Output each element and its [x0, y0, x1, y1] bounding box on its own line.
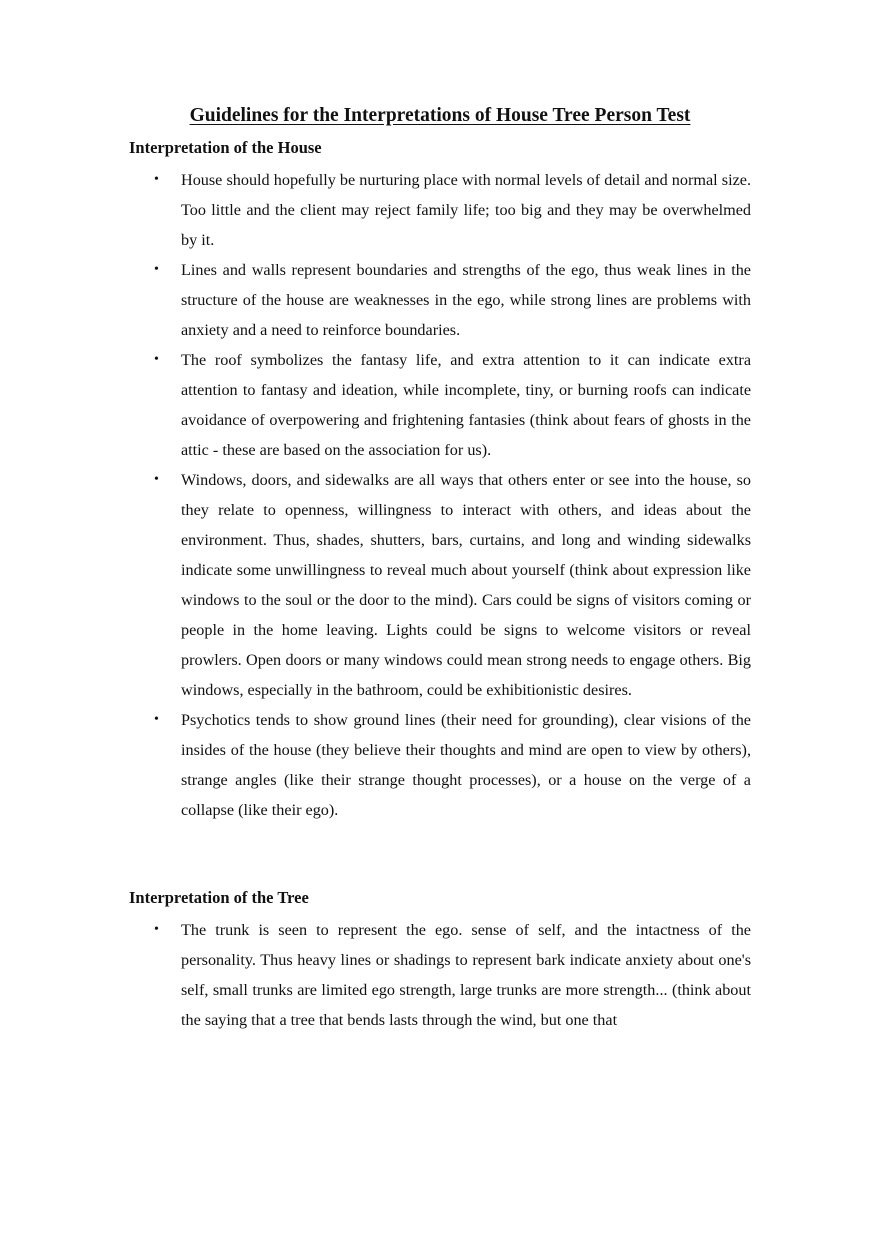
bullet-icon: •	[154, 172, 159, 187]
document-title: Guidelines for the Interpretations of House Tree Person Test	[189, 105, 691, 126]
house-bullet-list	[129, 165, 751, 825]
bullet-icon: •	[154, 472, 159, 487]
list-item-text: The roof symbolizes the fantasy life, and extra attention to it can indicate extra attention to fantasy and ideation, while incomplete, tiny, or burning roofs can indicate avoidance of overpowering and frightening fantasies (think about fears of ghosts in the attic - these are based on the association for us).	[181, 351, 751, 459]
section-heading-tree: Interpretation of the Tree	[129, 888, 309, 907]
section-heading-house: Interpretation of the House	[129, 138, 322, 157]
bullet-icon: •	[154, 352, 159, 367]
list-item-text: Psychotics tends to show ground lines (their need for grounding), clear visions of the insides of the house (they believe their thoughts and mind are open to view by others), strange angles (like their strange thought processes), or a house on the verge of a collapse (like their ego).	[181, 711, 751, 819]
bullet-icon: •	[154, 712, 159, 727]
list-item-text: Windows, doors, and sidewalks are all ways that others enter or see into the house, so they relate to openness, willingness to interact with others, and ideas about the environment. Thus, shades, shutters, bars, curtains, and long and winding sidewalks indicate some unwillingness to reveal much about yourself (think about expression like windows to the soul or the door to the mind). Cars could be signs of visitors coming or people in the home leaving. Lights could be signs to welcome visitors or reveal prowlers. Open doors or many windows could mean strong needs to engage others. Big windows, especially in the bathroom, could be exhibitionistic desires.	[181, 471, 751, 699]
bullet-icon: •	[154, 262, 159, 277]
list-item-text: House should hopefully be nurturing place with normal levels of detail and normal size. Too little and the client may reject family life; too big and they may be overwhelmed by it.	[181, 171, 751, 249]
bullet-icon: •	[154, 922, 159, 937]
list-item	[129, 915, 751, 1035]
list-item	[129, 345, 751, 465]
list-item	[129, 255, 751, 345]
list-item	[129, 705, 751, 825]
list-item	[129, 165, 751, 255]
list-item	[129, 465, 751, 705]
list-item-text: The trunk is seen to represent the ego. sense of self, and the intactness of the personality. Thus heavy lines or shadings to represent bark indicate anxiety about one's self, small trunks are limited ego strength, large trunks are more strength... (think about the saying that a tree that bends lasts through the wind, but one that	[181, 921, 751, 1029]
tree-bullet-list	[129, 915, 751, 1035]
list-item-text: Lines and walls represent boundaries and strengths of the ego, thus weak lines in the structure of the house are weaknesses in the ego, while strong lines are problems with anxiety and a need to reinforce boundaries.	[181, 261, 751, 339]
